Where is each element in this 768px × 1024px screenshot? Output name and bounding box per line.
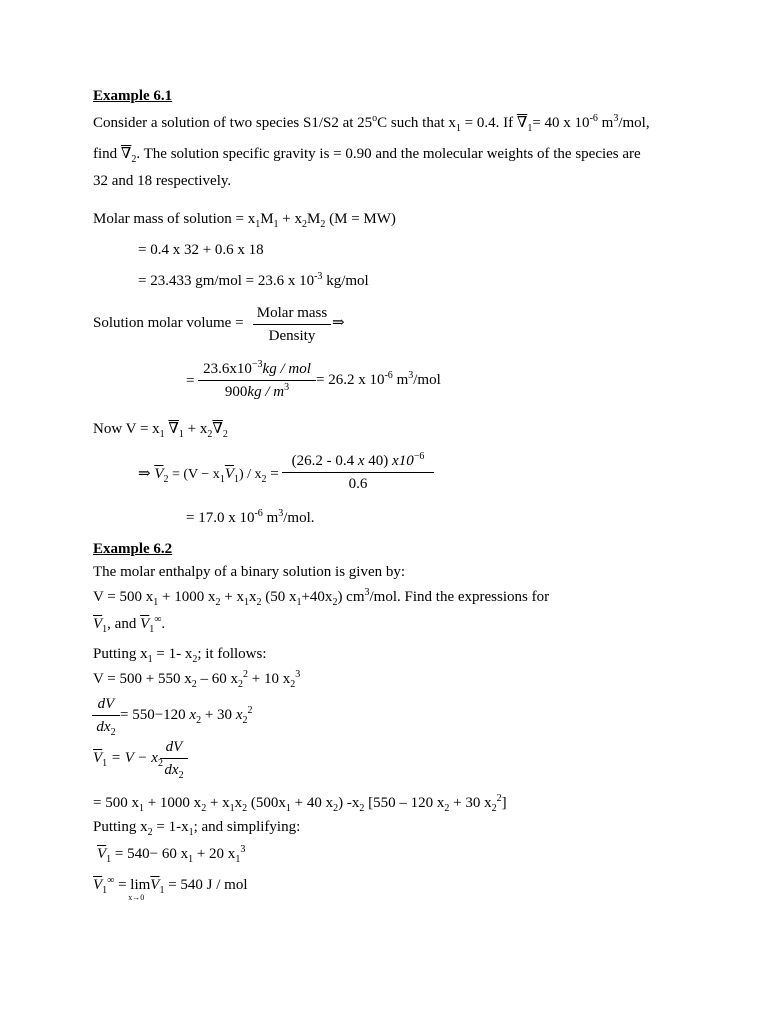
- example-6-2-heading: Example 6.2: [93, 541, 173, 557]
- molar-volume-label: Solution molar volume =: [93, 315, 244, 331]
- total-volume-equation: Now $V = x_1$ $\nabla_1 + x_2\nabla_2$: [93, 421, 228, 440]
- dv-dx2-fraction: $\frac{dV}{dx_2}$: [92, 697, 120, 735]
- v2-bar-result: = 17.0 x $10^{-6}$ $m^3$/mol.: [186, 508, 315, 526]
- v1-bar-definition: $\overline{V}_1 = V - x_2$: [93, 750, 163, 769]
- example-6-1-heading: Example 6.1: [93, 88, 173, 104]
- v1-bar-infinite-dilution: $\overline{V}_1^\infty = \lim$ x→0 $\overline{V}_1 = 540$ J / mol: [93, 875, 248, 902]
- problem-statement-line-2: find $\nabla_2$. The solution specific gravity is = 0.90 and the molecular weights of the species are: [93, 146, 641, 165]
- problem-statement-line-1: Consider a solution of two species S1/S2 at 25$^o$C such that $x_1 = 0.4$. If $\nabla_1= 40$ x $10^{-6}$ $m^3$/mol,: [93, 113, 650, 134]
- putting-x1-line: Putting $x_1 = 1-$ $x_2$; it follows:: [93, 646, 267, 665]
- v1-bar-simplified: $\overline{V}_1 = 540- 60$ $x_1 + 20$ $x_1^3$: [97, 844, 246, 865]
- volume-equals-sign: =: [186, 373, 195, 389]
- molar-mass-equation: Molar mass of solution = $x_1M_1 + x_2M_2$ (M = MW): [93, 211, 396, 230]
- expressions-to-find: $\overline{V}_1$, and $\overline{V}_1^\infty$.: [93, 614, 166, 635]
- molar-mass-calc-2: = 23.433 gm/mol = 23.6 x $10^{-3}$ kg/mol: [138, 271, 369, 289]
- v2-bar-expression: ⇒ $\overline{V}_2 = (V - x_1\overline{V}_1) / x_2$ =: [138, 466, 279, 485]
- problem-statement-line-3: 32 and 18 respectively.: [93, 173, 232, 189]
- v2-bar-fraction: $\frac{(26.2 - 0.4 x 40) x10^{-6}}{0.6}$: [282, 454, 434, 492]
- derivative-rhs: = 550−120 $x_2 + 30$ $x_2^2$: [120, 705, 253, 726]
- expanded-v1-bar-equation: = 500 $x_1 + 1000$ $x_2 + x_1x_2$ ($500x_1 + 40$ $x_2$) $-x_2$ [550 – 120 $x_2 + 30$ $x_2^2$]: [93, 793, 507, 814]
- volume-fraction: $23.6x10^{-3}kg$ / mol $900kg / m^3$: [198, 362, 316, 400]
- example-6-2-intro: The molar enthalpy of a binary solution is given by:: [93, 564, 406, 580]
- molar-mass-calc-1: = 0.4 x 32 + 0.6 x 18: [138, 242, 264, 258]
- molar-mass-over-density-fraction: Molar mass Density: [253, 306, 331, 344]
- implies-arrow: ⇒: [332, 315, 345, 331]
- putting-x2-line: Putting $x_2 = 1-x_1$; and simplifying:: [93, 819, 301, 838]
- volume-result: = 26.2 x $10^{-6}$ $m^3$/mol: [316, 370, 441, 388]
- v1-bar-dv-dx2-fraction: $\frac{dV}{dx_2}$: [160, 740, 188, 778]
- volume-polynomial: V = 500 + 550 $x_2 - 60$ $x_2^2 + 10$ $x_2^3$: [93, 669, 301, 690]
- enthalpy-equation: V = 500 $x_1 + 1000$ $x_2 + x_1x_2$ (50 $x_1+40x_2$) $cm^3$/mol. Find the expressions for: [93, 587, 550, 608]
